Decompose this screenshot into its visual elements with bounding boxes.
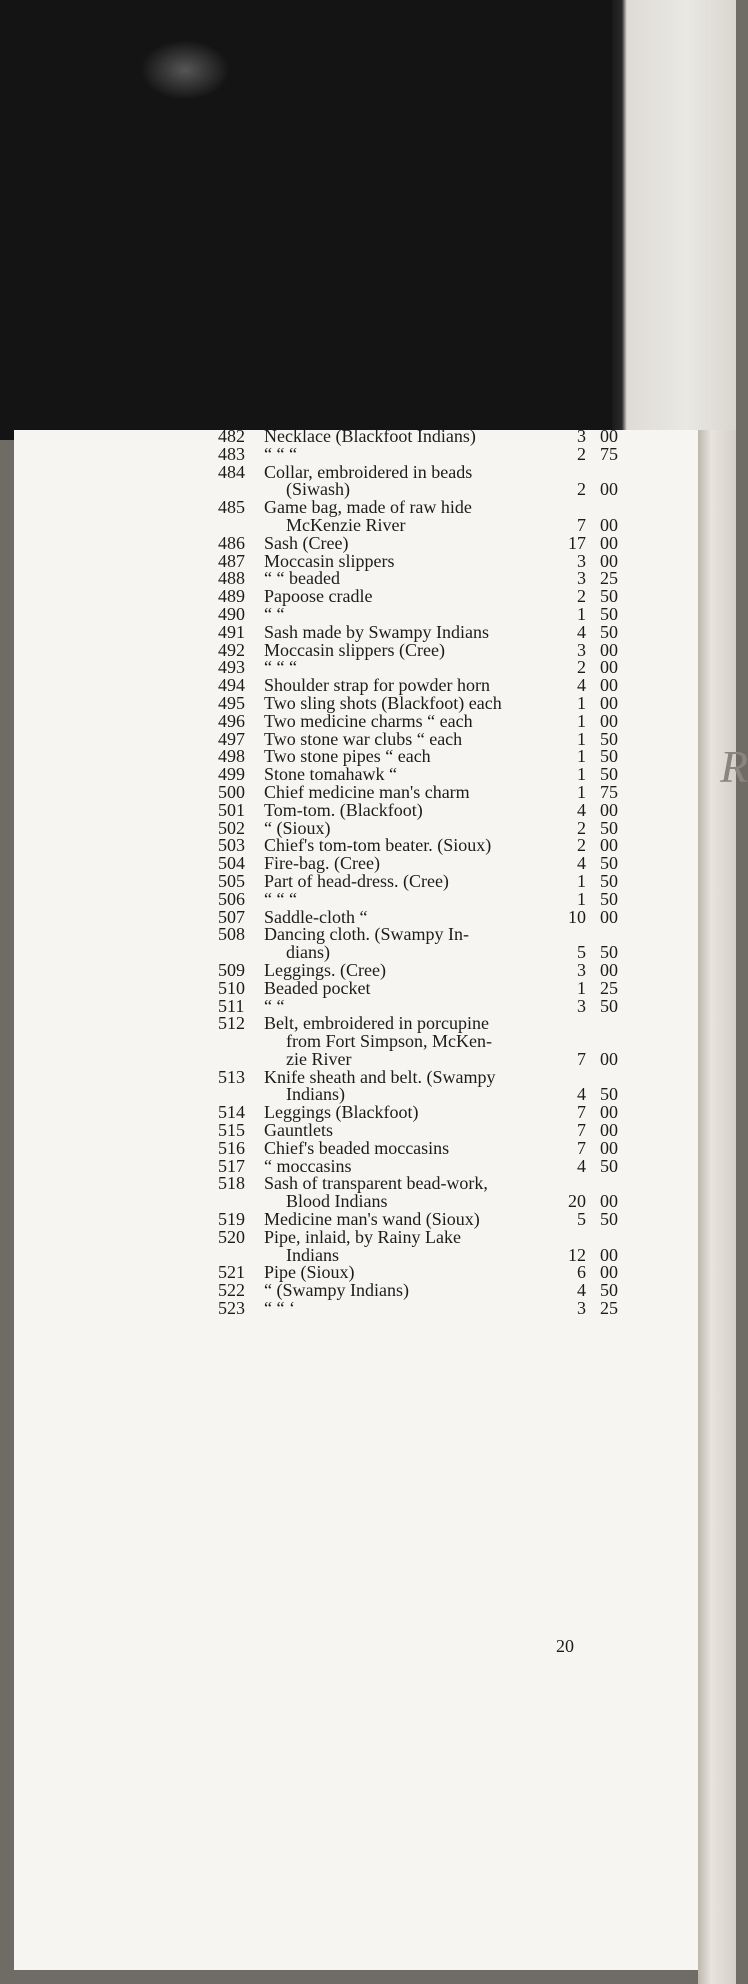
entry-description: Sash made by Swampy Indians <box>264 621 489 642</box>
catalogue-entry-list <box>218 428 618 1318</box>
entry-description: “ “ <box>264 603 285 624</box>
entry-description: Chief's tom-tom beater. (Sioux) <box>264 835 492 856</box>
price-dollars: 1 <box>577 692 586 713</box>
price-cents: 00 <box>600 1244 618 1265</box>
entry-description: Shoulder strap for powder horn <box>264 675 490 696</box>
entry-number: 487 <box>218 550 245 571</box>
entry-number: 507 <box>218 906 245 927</box>
entry-description: Two medicine charms “ each <box>264 710 473 731</box>
price-cents: 50 <box>600 621 618 642</box>
entry-number: 497 <box>218 728 245 749</box>
price-cents: 00 <box>600 1137 618 1158</box>
catalogue-entry <box>218 1226 618 1247</box>
price-cents: 50 <box>600 870 618 891</box>
entry-number: 483 <box>218 443 245 464</box>
entry-description: Belt, embroidered in porcupine <box>264 1013 489 1034</box>
catalogue-entry <box>218 532 618 553</box>
entry-number: 501 <box>218 799 245 820</box>
entry-description: “ “ “ <box>264 657 297 678</box>
entry-number: 522 <box>218 1280 245 1301</box>
catalogue-entry <box>218 1175 618 1193</box>
entry-number: 494 <box>218 675 245 696</box>
price-cents: 00 <box>600 799 618 820</box>
price-cents: 50 <box>600 1209 618 1230</box>
entry-description: “ “ ‘ <box>264 1298 295 1319</box>
entry-number: 511 <box>218 995 245 1016</box>
price-cents: 00 <box>600 1191 618 1212</box>
entry-description: Indians) <box>286 1084 345 1105</box>
entry-description: Fire-bag. (Cree) <box>264 853 380 874</box>
price-cents: 00 <box>600 1262 618 1283</box>
price-cents: 00 <box>600 906 618 927</box>
price-dollars: 2 <box>577 657 586 678</box>
entry-description: Leggings. (Cree) <box>264 959 386 980</box>
catalogue-entry <box>218 499 618 517</box>
entry-number: 516 <box>218 1137 245 1158</box>
entry-number: 515 <box>218 1120 245 1141</box>
catalogue-entry <box>218 710 618 731</box>
price-dollars: 2 <box>577 586 586 607</box>
entry-description: Sash of transparent bead-work, <box>264 1173 488 1194</box>
entry-description: “ (Swampy Indians) <box>264 1280 409 1301</box>
price-cents: 50 <box>600 853 618 874</box>
price-dollars: 20 <box>568 1191 586 1212</box>
entry-number: 498 <box>218 746 245 767</box>
price-dollars: 7 <box>577 1102 586 1123</box>
entry-description: Knife sheath and belt. (Swampy <box>264 1066 496 1087</box>
entry-description: Two stone pipes “ each <box>264 746 431 767</box>
entry-description: Part of head-dress. (Cree) <box>264 870 449 891</box>
entry-number: 505 <box>218 870 245 891</box>
entry-description: Chief medicine man's charm <box>264 781 470 802</box>
entry-description: Pipe, inlaid, by Rainy Lake <box>264 1226 461 1247</box>
entry-description: “ moccasins <box>264 1155 352 1176</box>
price-dollars: 5 <box>577 1209 586 1230</box>
price-cents: 00 <box>600 639 618 660</box>
catalogue-entry <box>218 461 618 482</box>
price-dollars: 4 <box>577 853 586 874</box>
price-dollars: 4 <box>577 799 586 820</box>
entry-description: Gauntlets <box>264 1120 333 1141</box>
price-cents: 00 <box>600 710 618 731</box>
price-cents: 00 <box>600 479 618 500</box>
entry-number: 493 <box>218 657 245 678</box>
price-dollars: 1 <box>577 764 586 785</box>
price-cents: 00 <box>600 426 618 446</box>
price-dollars: 6 <box>577 1262 586 1283</box>
price-dollars: 3 <box>577 995 586 1016</box>
price-dollars: 3 <box>577 1298 586 1319</box>
price-cents: 50 <box>600 1155 618 1176</box>
margin-pencil-mark: R <box>720 741 748 792</box>
catalogue-entry <box>218 888 618 909</box>
entry-description: Blood Indians <box>286 1191 388 1212</box>
price-dollars: 1 <box>577 603 586 624</box>
price-cents: 50 <box>600 603 618 624</box>
entry-number: 519 <box>218 1209 245 1230</box>
entry-description: Necklace (Blackfoot Indians) <box>264 426 476 446</box>
entry-number: 485 <box>218 497 245 518</box>
price-dollars: 3 <box>577 568 586 589</box>
price-dollars: 3 <box>577 426 586 446</box>
price-dollars: 1 <box>577 870 586 891</box>
entry-number: 517 <box>218 1155 245 1176</box>
catalogue-entry <box>218 926 618 944</box>
price-cents: 00 <box>600 1120 618 1141</box>
entry-description: Tom-tom. (Blackfoot) <box>264 799 423 820</box>
catalogue-entry <box>218 1300 618 1318</box>
entry-description: dians) <box>286 942 330 963</box>
entry-description: Stone tomahawk “ <box>264 764 397 785</box>
price-dollars: 2 <box>577 443 586 464</box>
entry-description: Chief's beaded moccasins <box>264 1137 450 1158</box>
entry-number: 506 <box>218 888 245 909</box>
page-number: 20 <box>556 1636 574 1656</box>
entry-number: 484 <box>218 461 245 482</box>
price-dollars: 1 <box>577 977 586 998</box>
entry-number: 521 <box>218 1262 245 1283</box>
entry-number: 500 <box>218 781 245 802</box>
price-cents: 25 <box>600 1298 618 1319</box>
price-dollars: 7 <box>577 1048 586 1069</box>
catalogue-entry <box>218 443 618 464</box>
price-dollars: 7 <box>577 1137 586 1158</box>
price-dollars: 1 <box>577 710 586 731</box>
price-dollars: 2 <box>577 817 586 838</box>
price-dollars: 4 <box>577 1280 586 1301</box>
entry-description: McKenzie River <box>286 514 406 535</box>
price-cents: 00 <box>600 550 618 571</box>
entry-description: Two sling shots (Blackfoot) each <box>264 692 502 713</box>
catalogue-entry <box>218 1137 618 1158</box>
price-dollars: 2 <box>577 835 586 856</box>
price-cents: 00 <box>600 532 618 553</box>
price-cents: 00 <box>600 1048 618 1069</box>
entry-description: Two stone war clubs “ each <box>264 728 463 749</box>
price-cents: 25 <box>600 977 618 998</box>
entry-number: 512 <box>218 1013 245 1034</box>
entry-description: Dancing cloth. (Swampy In- <box>264 924 469 945</box>
price-dollars: 4 <box>577 1084 586 1105</box>
entry-description: Game bag, made of raw hide <box>264 497 472 518</box>
page-edge-shadow <box>698 430 736 1984</box>
entry-description: Moccasin slippers <box>264 550 395 571</box>
price-dollars: 1 <box>577 746 586 767</box>
price-dollars: 3 <box>577 639 586 660</box>
entry-description: Papoose cradle <box>264 586 373 607</box>
price-cents: 75 <box>600 781 618 802</box>
entry-number: 490 <box>218 603 245 624</box>
entry-number: 520 <box>218 1226 245 1247</box>
entry-number: 486 <box>218 532 245 553</box>
price-dollars: 12 <box>568 1244 586 1265</box>
price-cents: 00 <box>600 675 618 696</box>
price-cents: 50 <box>600 1084 618 1105</box>
entry-number: 491 <box>218 621 245 642</box>
price-cents: 00 <box>600 692 618 713</box>
entry-number: 495 <box>218 692 245 713</box>
entry-number: 499 <box>218 764 245 785</box>
price-cents: 25 <box>600 568 618 589</box>
entry-description: “ “ beaded <box>264 568 340 589</box>
price-cents: 50 <box>600 817 618 838</box>
price-dollars: 3 <box>577 959 586 980</box>
price-dollars: 1 <box>577 781 586 802</box>
entry-number: 513 <box>218 1066 245 1087</box>
price-dollars: 7 <box>577 1120 586 1141</box>
price-cents: 50 <box>600 995 618 1016</box>
price-cents: 00 <box>600 514 618 535</box>
price-dollars: 10 <box>568 906 586 927</box>
price-dollars: 5 <box>577 942 586 963</box>
price-cents: 50 <box>600 764 618 785</box>
entry-description: “ (Sioux) <box>264 817 331 838</box>
price-dollars: 1 <box>577 728 586 749</box>
price-cents: 50 <box>600 1280 618 1301</box>
entry-description: zie River <box>286 1048 352 1069</box>
entry-description: “ “ “ <box>264 888 297 909</box>
price-dollars: 4 <box>577 675 586 696</box>
entry-number: 508 <box>218 924 245 945</box>
entry-description: Beaded pocket <box>264 977 371 998</box>
entry-description: Moccasin slippers (Cree) <box>264 639 445 660</box>
price-dollars: 2 <box>577 479 586 500</box>
entry-description: Pipe (Sioux) <box>264 1262 355 1283</box>
entry-description: Medicine man's wand (Sioux) <box>264 1209 480 1230</box>
entry-number: 523 <box>218 1298 245 1319</box>
price-cents: 50 <box>600 746 618 767</box>
entry-description: from Fort Simpson, McKen- <box>286 1031 492 1052</box>
entry-number: 482 <box>218 426 245 446</box>
entry-number: 503 <box>218 835 245 856</box>
price-cents: 00 <box>600 959 618 980</box>
entry-number: 489 <box>218 586 245 607</box>
entry-number: 502 <box>218 817 245 838</box>
price-cents: 50 <box>600 586 618 607</box>
price-cents: 00 <box>600 1102 618 1123</box>
entry-number: 514 <box>218 1102 245 1123</box>
entry-description: “ “ <box>264 995 285 1016</box>
price-dollars: 7 <box>577 514 586 535</box>
adjacent-page-strip <box>612 0 736 440</box>
price-cents: 50 <box>600 888 618 909</box>
entry-description: Indians <box>286 1244 339 1265</box>
price-cents: 00 <box>600 657 618 678</box>
entry-description: “ “ “ <box>264 443 297 464</box>
entry-number: 492 <box>218 639 245 660</box>
entry-number: 510 <box>218 977 245 998</box>
catalogue-entry <box>218 977 618 998</box>
price-dollars: 4 <box>577 621 586 642</box>
price-cents: 75 <box>600 443 618 464</box>
price-dollars: 4 <box>577 1155 586 1176</box>
entry-number: 518 <box>218 1173 245 1194</box>
dark-scan-background <box>0 0 612 440</box>
catalogue-entry-continuation <box>218 1033 618 1051</box>
entry-number: 496 <box>218 710 245 731</box>
entry-number: 504 <box>218 853 245 874</box>
entry-description: Sash (Cree) <box>264 532 349 553</box>
price-cents: 00 <box>600 835 618 856</box>
price-dollars: 1 <box>577 888 586 909</box>
catalogue-entry <box>218 799 618 820</box>
price-dollars: 3 <box>577 550 586 571</box>
entry-description: Collar, embroidered in beads <box>264 461 473 482</box>
entry-description: (Siwash) <box>286 479 350 500</box>
price-dollars: 17 <box>568 532 586 553</box>
entry-description: Leggings (Blackfoot) <box>264 1102 419 1123</box>
entry-description: Saddle-cloth “ <box>264 906 368 927</box>
entry-number: 509 <box>218 959 245 980</box>
price-cents: 50 <box>600 728 618 749</box>
catalogue-entry <box>218 621 618 642</box>
catalogue-entry <box>218 1066 618 1087</box>
price-cents: 50 <box>600 942 618 963</box>
entry-number: 488 <box>218 568 245 589</box>
